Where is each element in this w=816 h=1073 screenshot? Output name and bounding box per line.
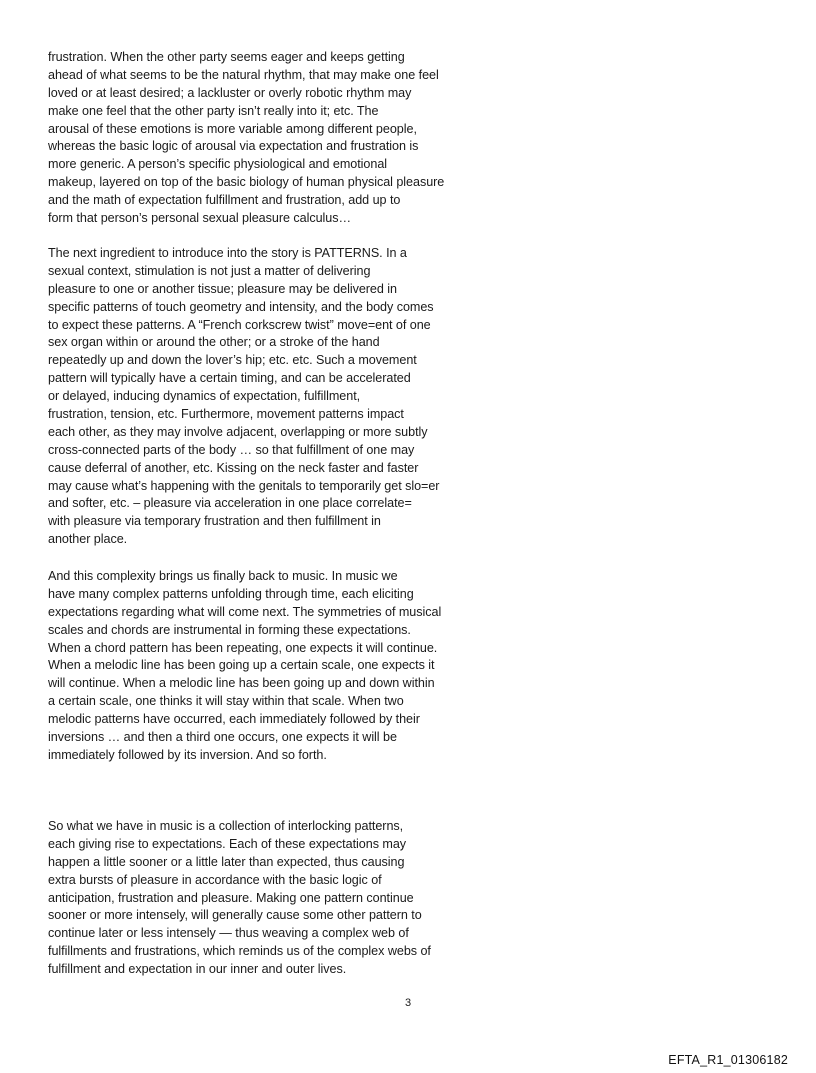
text-line: specific patterns of touch geometry and intensity, and the body comes [48, 299, 434, 314]
text-line: makeup, layered on top of the basic biology of human physical pleasure [48, 175, 445, 190]
text-line: scales and chords are instrumental in forming these expectations. [48, 622, 411, 637]
text-line: The next ingredient to introduce into the story is PATTERNS. In a [48, 246, 407, 260]
text-line: frustration. When the other party seems eager and keeps getting [48, 50, 405, 64]
text-line: or delayed, inducing dynamics of expectation, fulfillment, [48, 389, 361, 404]
text-line: whereas the basic logic of arousal via expectation and frustration is [48, 139, 419, 154]
text-line: inversions … and then a third one occurs, one expects it will be [48, 730, 397, 745]
paragraph-4 [48, 818, 488, 979]
text-line: extra bursts of pleasure in accordance with the basic logic of [48, 872, 382, 887]
text-line: pleasure to one or another tissue; pleasure may be delivered in [48, 281, 397, 296]
text-line: melodic patterns have occurred, each immediately followed by their [48, 712, 420, 727]
text-line: sexual context, stimulation is not just a matter of delivering [48, 263, 371, 278]
text-line: to expect these patterns. A “French corkscrew twist” move=ent of one [48, 317, 431, 332]
page-number: 3 [404, 997, 412, 1009]
text-line: sooner or more intensely, will generally cause some other pattern to [48, 908, 422, 923]
paragraph-3 [48, 568, 488, 765]
text-line: each giving rise to expectations. Each of these expectations may [48, 836, 407, 851]
text-line: and softer, etc. – pleasure via acceleration in one place correlate= [48, 496, 412, 511]
text-line: a certain scale, one thinks it will stay within that scale. When two [48, 694, 404, 709]
text-line: and the math of expectation fulfillment and frustration, add up to [48, 193, 401, 208]
text-line: anticipation, frustration and pleasure. Making one pattern continue [48, 890, 414, 905]
text-line: frustration, tension, etc. Furthermore, movement patterns impact [48, 407, 404, 422]
text-line: more generic. A person’s specific physiological and emotional [48, 157, 388, 172]
text-line: immediately followed by its inversion. And so forth. [48, 747, 327, 762]
document-id: EFTA_R1_01306182 [668, 1053, 788, 1067]
text-line: may cause what’s happening with the genitals to temporarily get slo=er [48, 478, 440, 493]
text-line: And this complexity brings us finally back to music. In music we [48, 569, 398, 583]
text-line: arousal of these emotions is more variable among different people, [48, 121, 417, 136]
text-line: fulfillments and frustrations, which reminds us of the complex webs of [48, 944, 431, 959]
text-line: another place. [48, 532, 128, 547]
text-line: will continue. When a melodic line has been going up and down within [48, 676, 435, 691]
text-line: continue later or less intensely — thus weaving a complex web of [48, 926, 409, 941]
text-line: happen a little sooner or a little later than expected, thus causing [48, 854, 405, 869]
text-line: with pleasure via temporary frustration and then fulfillment in [48, 514, 381, 529]
text-line: When a melodic line has been going up a certain scale, one expects it [48, 658, 435, 673]
text-line: loved or at least desired; a lackluster or overly robotic rhythm may [48, 85, 412, 100]
text-line: cross-connected parts of the body … so that fulfillment of one may [48, 442, 415, 457]
paragraph-2 [48, 245, 488, 549]
text-line: cause deferral of another, etc. Kissing on the neck faster and faster [48, 460, 419, 475]
text-line: repeatedly up and down the lover’s hip; etc. etc. Such a movement [48, 353, 417, 368]
text-line: So what we have in music is a collection of interlocking patterns, [48, 819, 404, 833]
text-line: form that person’s personal sexual pleasure calculus… [48, 211, 352, 226]
text-line: pattern will typically have a certain timing, and can be accelerated [48, 371, 411, 386]
text-line: When a chord pattern has been repeating, one expects it will continue. [48, 640, 438, 655]
text-line: make one feel that the other party isn’t really into it; etc. The [48, 103, 379, 118]
text-line: have many complex patterns unfolding through time, each eliciting [48, 586, 414, 601]
text-line: expectations regarding what will come next. The symmetries of musical [48, 604, 442, 619]
text-line: sex organ within or around the other; or a stroke of the hand [48, 335, 380, 350]
paragraph-1 [48, 49, 488, 228]
text-line: ahead of what seems to be the natural rhythm, that may make one feel [48, 67, 439, 82]
text-line: each other, as they may involve adjacent, overlapping or more subtly [48, 424, 428, 439]
text-line: fulfillment and expectation in our inner and outer lives. [48, 962, 347, 977]
